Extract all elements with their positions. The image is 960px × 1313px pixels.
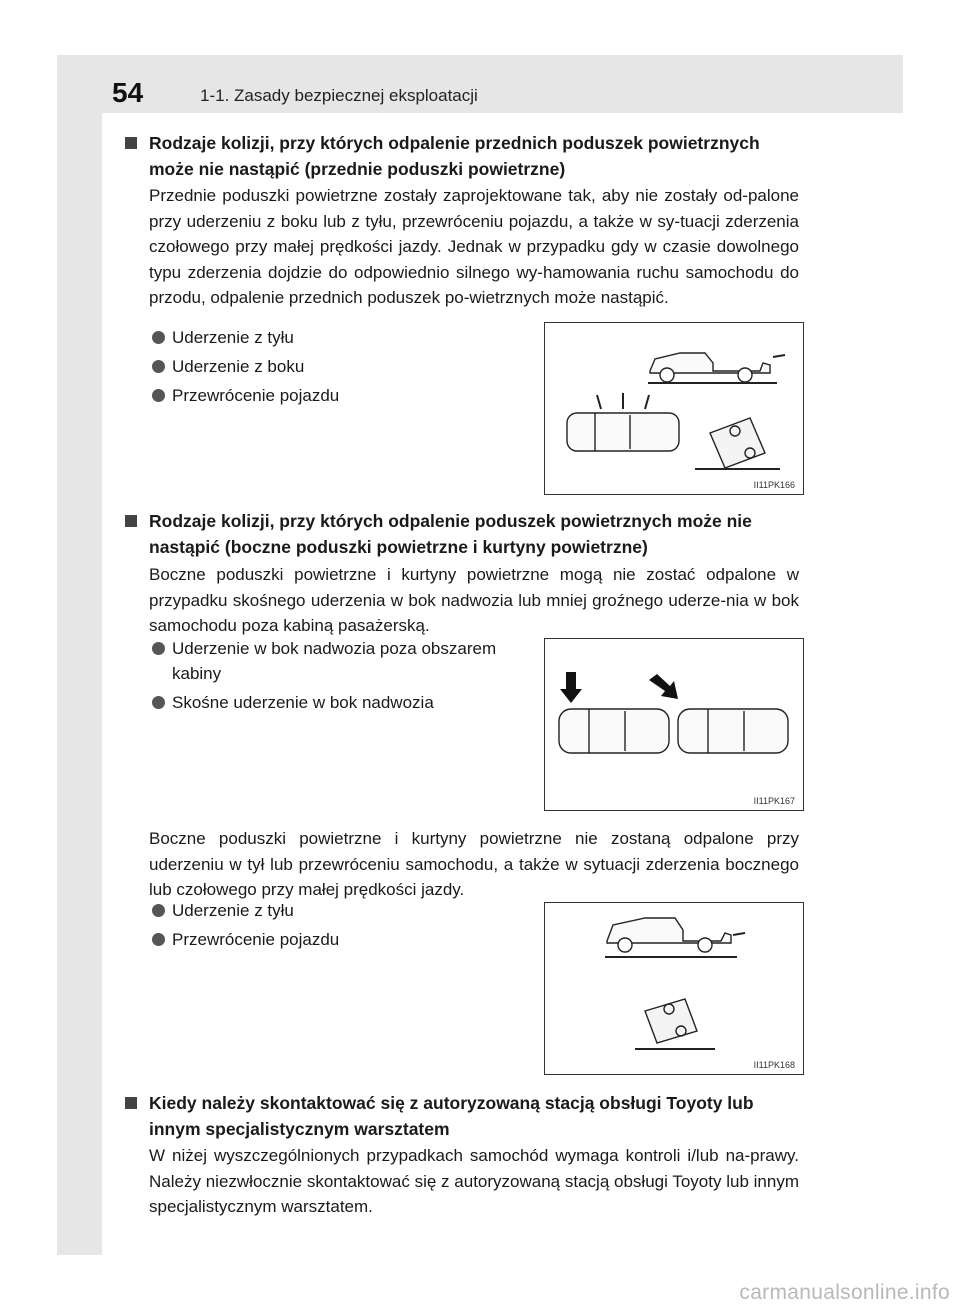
header-band (57, 55, 903, 113)
figure-code: II11PK166 (753, 480, 795, 490)
heading-square-icon (125, 137, 137, 149)
section-title: 1-1. Zasady bezpiecznej eksploatacji (200, 86, 478, 105)
bullet-item: Skośne uderzenie w bok nadwozia (152, 690, 532, 715)
pickup-collision-illustration (545, 323, 803, 494)
bullet-dot-icon (152, 331, 165, 344)
bullet-item: Przewrócenie pojazdu (152, 927, 339, 952)
paragraph-side-airbags: Boczne poduszki powietrzne i kurtyny powietrzne mogą nie zostać odpalone w przypadku skośnego uderzenia w bok nadwozia lub mniej groźnego uderze-nia w bok samochodu poza kabiną pasażerską. (149, 565, 799, 635)
heading-square-icon (125, 1097, 137, 1109)
figure-code: II11PK168 (753, 1060, 795, 1070)
figure-side-collisions (544, 638, 804, 811)
bullet-list-side-2 (152, 898, 339, 956)
paragraph-side-airbags-2: Boczne poduszki powietrzne i kurtyny powietrzne nie zostaną odpalone przy uderzeniu w tył lub przewróceniu samochodu, a także w sytuacji zderzenia bocznego lub czołowego przy małej prędkości jazdy. (149, 829, 799, 899)
paragraph-contact-service: W niżej wyszczególnionych przypadkach samochód wymaga kontroli i/lub na-prawy. Należy niezwłocznie skontaktować się z autoryzowaną stacją obsługi Toyoty lub innym specjalistycznym warsztatem. (149, 1146, 799, 1216)
bullet-item: Uderzenie z tyłu (152, 898, 339, 923)
bullet-dot-icon (152, 642, 165, 655)
rear-rollover-illustration (545, 903, 803, 1074)
bullet-item: Uderzenie z boku (152, 354, 339, 379)
bullet-dot-icon (152, 933, 165, 946)
side-strip (57, 55, 102, 1255)
heading-contact-service: Kiedy należy skontaktować się z autoryzowaną stacją obsługi Toyoty lub innym specjalistycznym warsztatem (125, 1090, 805, 1142)
side-impact-illustration (545, 639, 803, 810)
heading-frontal-airbags: Rodzaje kolizji, przy których odpalenie przednich poduszek powietrznych może nie nastąpić (przednie poduszki powietrzne) (125, 130, 805, 182)
bullet-item: Przewrócenie pojazdu (152, 383, 339, 408)
heading-side-airbags: Rodzaje kolizji, przy których odpalenie poduszek powietrznych może nie nastąpić (boczne poduszki powietrzne i kurtyny powietrzne) (125, 508, 805, 560)
figure-frontal-collisions (544, 322, 804, 495)
bullet-item: Uderzenie z tyłu (152, 325, 339, 350)
heading-square-icon (125, 515, 137, 527)
paragraph-frontal-airbags: Przednie poduszki powietrzne zostały zaprojektowane tak, aby nie zostały od-palone przy uderzeniu z boku lub z tyłu, przewróceniu pojazdu, a także w sy-tuacji zderzenia czołowego przy małej prędkości jazdy. Jednak w przypadku gdy w czasie dowolnego typu zderzenia dojdzie do odpowiednio silnego wy-hamowania ruchu samochodu do przodu, odpalenie przednich poduszek po-wietrznych może nastąpić. (149, 186, 799, 307)
figure-code: II11PK167 (753, 796, 795, 806)
bullet-list-side (152, 636, 532, 719)
bullet-dot-icon (152, 696, 165, 709)
figure-rear-rollover (544, 902, 804, 1075)
bullet-dot-icon (152, 360, 165, 373)
bullet-item: Uderzenie w bok nadwozia poza obszarem kabiny (152, 636, 532, 686)
watermark-footer: carmanualsonline.info (739, 1281, 950, 1304)
bullet-dot-icon (152, 904, 165, 917)
bullet-dot-icon (152, 389, 165, 402)
page-number: 54 (112, 77, 144, 108)
bullet-list-frontal (152, 325, 339, 412)
